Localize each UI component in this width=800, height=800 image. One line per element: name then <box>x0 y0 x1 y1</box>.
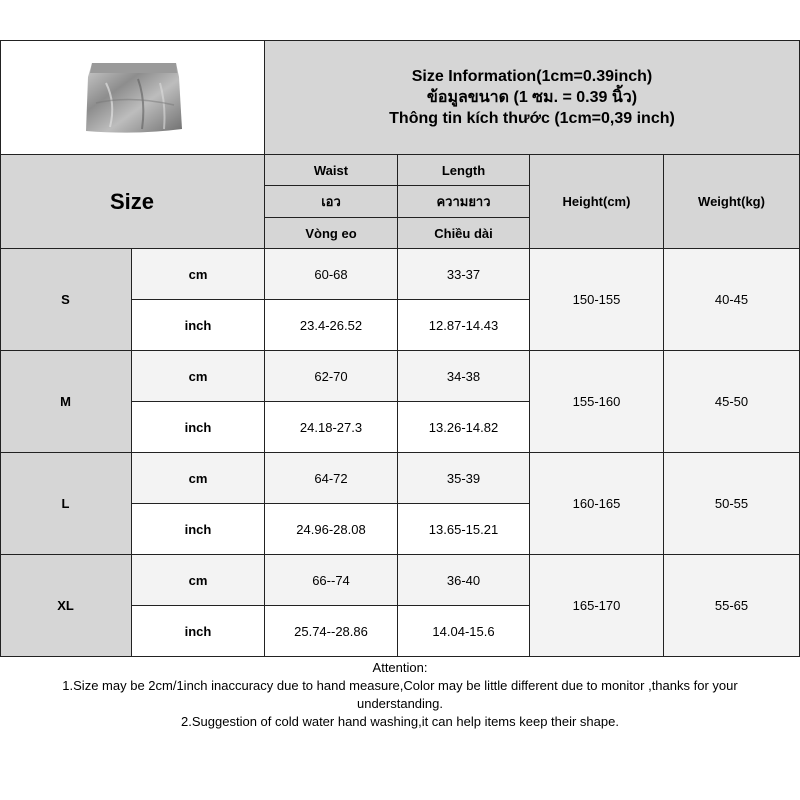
waist-cm-value: 64-72 <box>265 453 398 504</box>
size-info-header <box>265 40 800 155</box>
waist-cm-value: 60-68 <box>265 249 398 300</box>
length-header-en: Length <box>398 155 530 186</box>
length-inch-value: 12.87-14.43 <box>398 300 530 351</box>
size-column-header <box>0 155 265 249</box>
weight-value: 55-65 <box>664 555 800 657</box>
size-table <box>0 40 800 760</box>
waist-inch-value: 23.4-26.52 <box>265 300 398 351</box>
size-label: L <box>0 453 132 555</box>
height-value: 165-170 <box>530 555 664 657</box>
size-chart <box>0 40 800 760</box>
info-english: Size Information(1cm=0.39inch) <box>411 67 653 85</box>
length-cm-value: 33-37 <box>398 249 530 300</box>
height-value: 150-155 <box>530 249 664 351</box>
attention-note <box>0 657 800 760</box>
weight-value: 40-45 <box>664 249 800 351</box>
unit-inch-label: inch <box>132 606 265 657</box>
info-vietnamese: Thông tin kích thước (1cm=0,39 inch) <box>389 109 675 127</box>
waist-cm-value: 66--74 <box>265 555 398 606</box>
waist-inch-value: 25.74--28.86 <box>265 606 398 657</box>
info-thai: ข้อมูลขนาด (1 ซม. = 0.39 นิ้ว) <box>426 88 638 106</box>
waist-inch-value: 24.96-28.08 <box>265 504 398 555</box>
attention-line-2: 2.Suggestion of cold water hand washing,it can help items keep their shape. <box>181 714 619 729</box>
height-value: 155-160 <box>530 351 664 453</box>
length-header-th: ความยาว <box>398 186 530 218</box>
waist-header-en: Waist <box>265 155 398 186</box>
unit-cm-label: cm <box>132 555 265 606</box>
length-cm-value: 36-40 <box>398 555 530 606</box>
waist-inch-value: 24.18-27.3 <box>265 402 398 453</box>
length-inch-value: 14.04-15.6 <box>398 606 530 657</box>
unit-cm-label: cm <box>132 249 265 300</box>
unit-cm-label: cm <box>132 453 265 504</box>
skirt-icon <box>76 43 190 151</box>
length-cm-value: 34-38 <box>398 351 530 402</box>
attention-line-1-cont: understanding. <box>356 696 443 711</box>
size-label: XL <box>0 555 132 657</box>
waist-cm-value: 62-70 <box>265 351 398 402</box>
length-inch-value: 13.26-14.82 <box>398 402 530 453</box>
unit-inch-label: inch <box>132 504 265 555</box>
unit-inch-label: inch <box>132 300 265 351</box>
weight-value: 50-55 <box>664 453 800 555</box>
height-value: 160-165 <box>530 453 664 555</box>
size-label: S <box>0 249 132 351</box>
length-inch-value: 13.65-15.21 <box>398 504 530 555</box>
attention-line-1: 1.Size may be 2cm/1inch inaccuracy due to hand measure,Color may be little different due to monitor ,thanks for your <box>62 678 738 693</box>
size-label: M <box>0 351 132 453</box>
product-image-cell <box>0 40 265 155</box>
weight-header: Weight(kg) <box>664 155 800 249</box>
unit-inch-label: inch <box>132 402 265 453</box>
length-cm-value: 35-39 <box>398 453 530 504</box>
waist-header-vi: Vòng eo <box>265 218 398 249</box>
unit-cm-label: cm <box>132 351 265 402</box>
weight-value: 45-50 <box>664 351 800 453</box>
length-header-vi: Chiều dài <box>398 218 530 249</box>
height-header: Height(cm) <box>530 155 664 249</box>
skirt-image <box>76 43 190 151</box>
waist-header-th: เอว <box>265 186 398 218</box>
attention-title: Attention: <box>372 660 428 675</box>
size-title: Size <box>109 188 155 214</box>
